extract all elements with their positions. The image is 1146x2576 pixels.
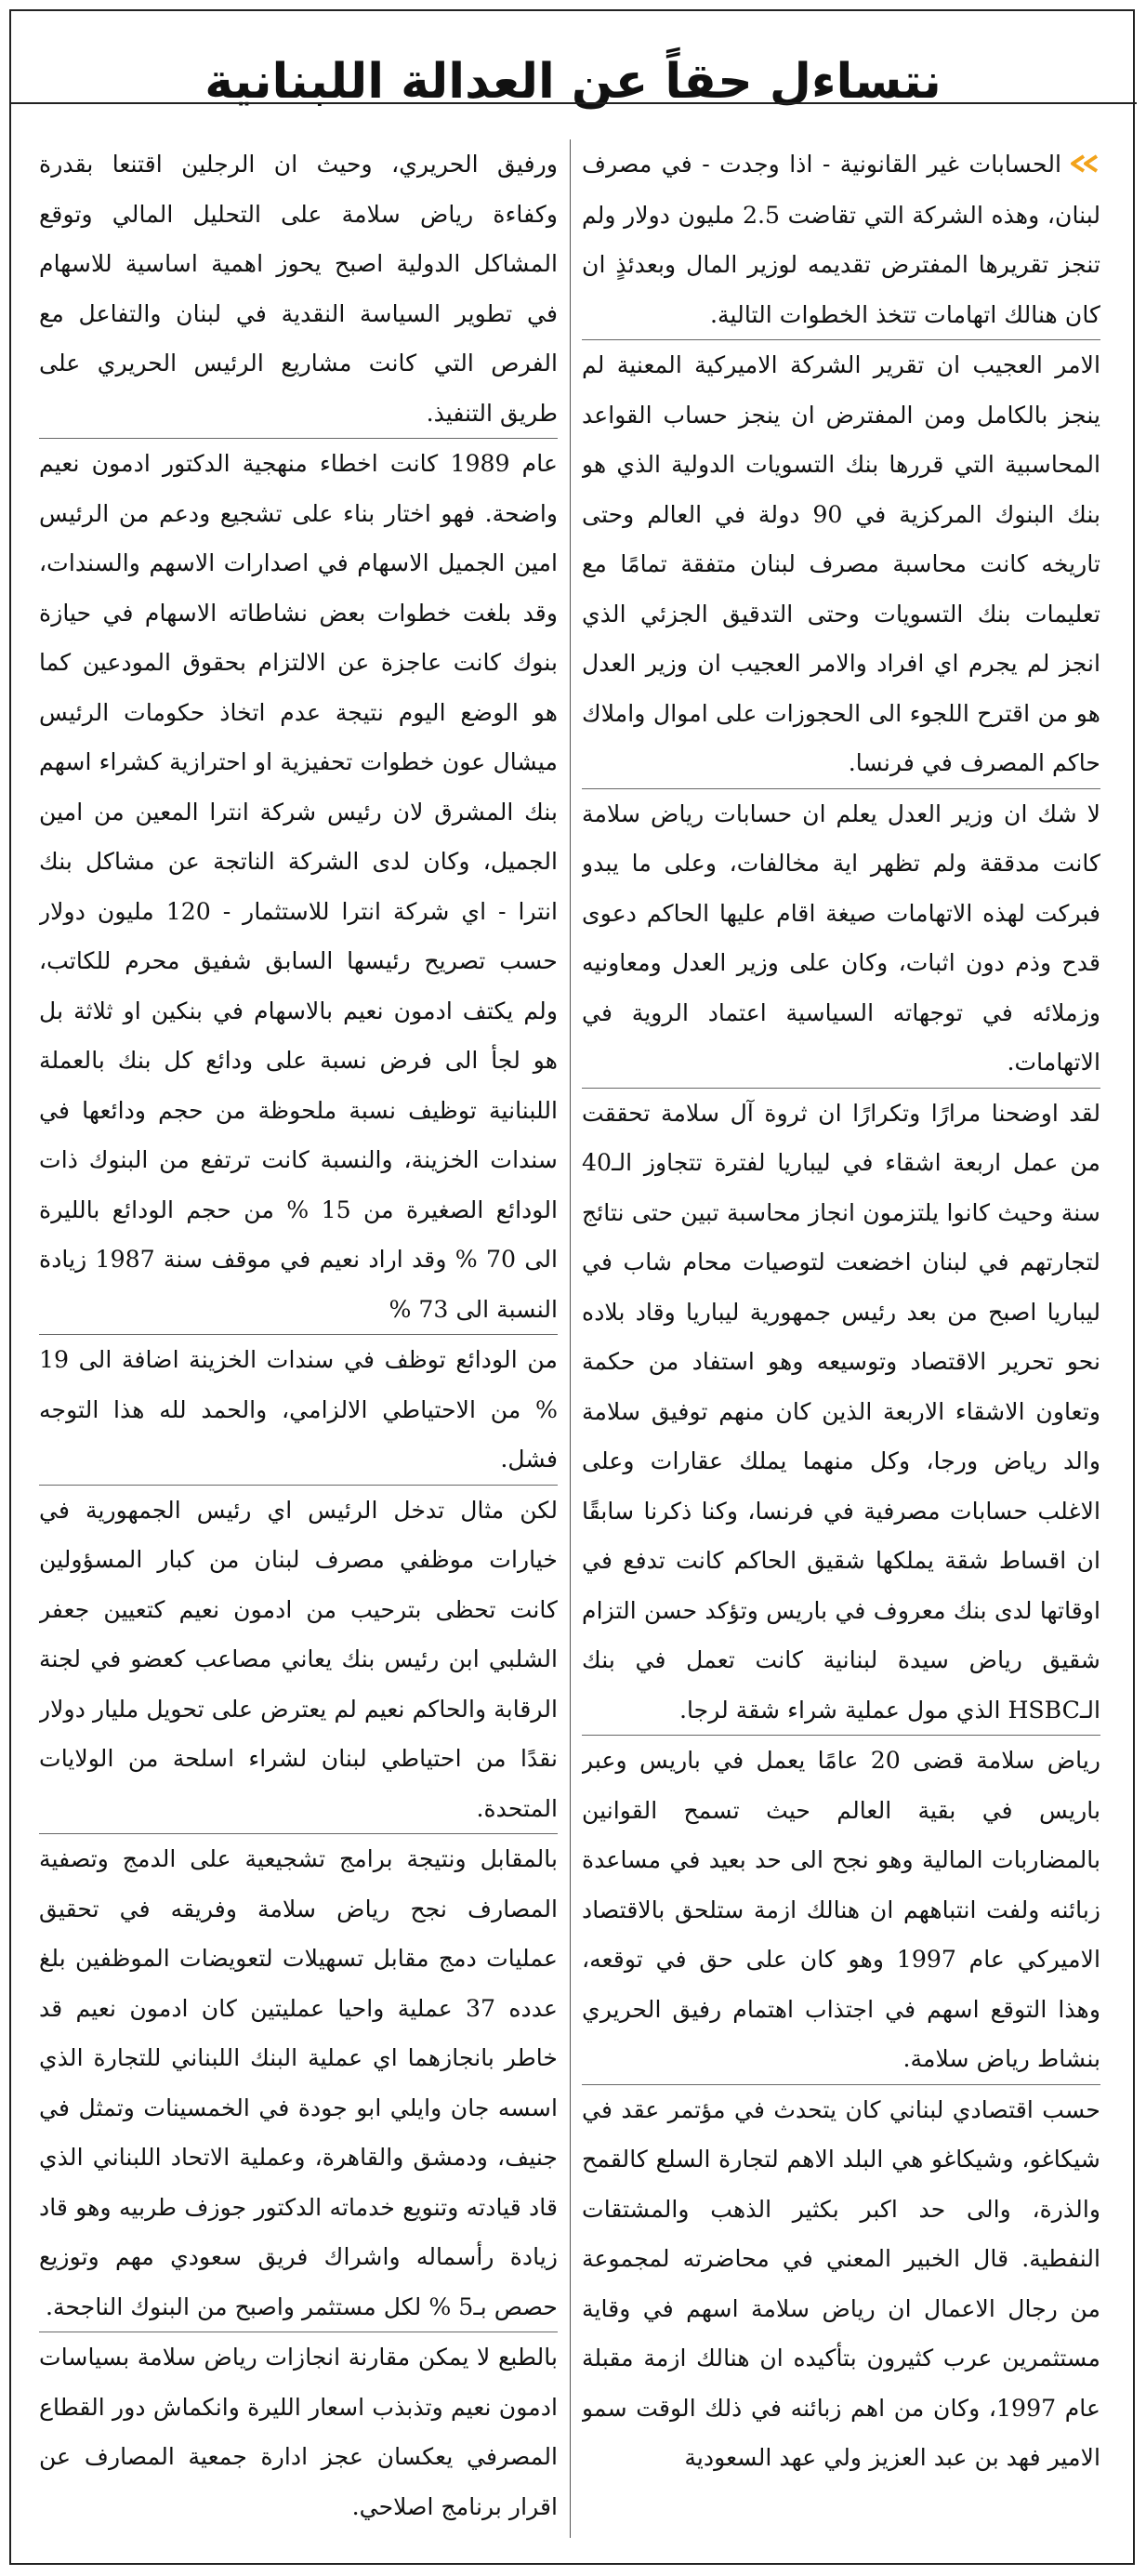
- paragraph-l4: لكن مثال تدخل الرئيس اي رئيس الجمهورية في خيارات موظفي مصرف لبنان من كبار المسؤولين كانت تحظى بترحيب من ادمون نعيم كتعيين جعفر الشلبي ابن رئيس بنك يعاني مصاعب كعضو في لجنة الرقابة والحاكم نعيم لم يعترض على تحويل مليار دولار نقدًا من احتياطي لبنان لشراء اسلحة من الولايات المتحدة.: [39, 1486, 558, 1835]
- left-column: [39, 139, 558, 2538]
- paragraph-r4: لقد اوضحنا مرارًا وتكرارًا ان ثروة آل سلامة تحققت من عمل اربعة اشقاء في ليباريا لفترة تتجاوز الـ40 سنة وحيث كانوا يلتزمون انجاز محاسبة تبين حتى نتائج لتجارتهم في لبنان اخضعت لتوصيات محام شاب في ليباريا اصبح من بعد رئيس جمهورية ليباريا وقاد بلاده نحو تحرير الاقتصاد وتوسيعه وهو استفاد من حكمة وتعاون الاشقاء الاربعة الذين كان منهم توفيق سلامة والد رياض ورجا، وكل منهما يملك عقارات وعلى الاغلب حسابات مصرفية في فرنسا، وكنا ذكرنا سابقًا ان اقساط شقة يملكها شقيق الحاكم كانت تدفع في اوقاتها لدى بنك معروف في باريس وتؤكد حسن التزام شقيق رياض سيدة لبنانية كانت تعمل في بنك الـHSBC الذي مول عملية شراء شقة لرجا.: [582, 1089, 1100, 1737]
- paragraph-l1: ورفيق الحريري، وحيث ان الرجلين اقتنعا بقدرة وكفاءة رياض سلامة على التحليل المالي وتوقع المشاكل الدولية اصبح يحوز اهمية اساسية للاسهام في تطوير السياسة النقدية في لبنان والتفاعل مع الفرص التي كانت مشاريع الرئيس الحريري على طريق التنفيذ.: [39, 139, 558, 439]
- paragraph-l6: بالطبع لا يمكن مقارنة انجازات رياض سلامة بسياسات ادمون نعيم وتذبذب اسعار الليرة وانكماش دور القطاع المصرفي يعكسان عجز ادارة جمعية المصارف عن اقرار برنامج اصلاحي.: [39, 2344, 558, 2520]
- paragraph-l2: عام 1989 كانت اخطاء منهجية الدكتور ادمون نعيم واضحة. فهو اختار بناء على تشجيع ودعم من الرئيس امين الجميل الاسهام في اصدارات الاسهم والسندات، وقد بلغت خطوات بعض نشاطاته الاسهام في حيازة بنوك كانت عاجزة عن الالتزام بحقوق المودعين كما هو الوضع اليوم نتيجة عدم اتخاذ حكومات الرئيس ميشال عون خطوات تحفيزية او احترازية كشراء اسهم بنك المشرق لان رئيس شركة انترا المعين من امين الجميل، وكان لدى الشركة الناتجة عن مشاكل بنك انترا - اي شركة انترا للاستثمار - 120 مليون دولار حسب تصريح رئيسها السابق شفيق محرم للكاتب، ولم يكتف ادمون نعيم بالاسهام في بنكين او ثلاثة بل هو لجأ الى فرض نسبة على ودائع كل بنك بالعملة اللبنانية توظيف نسبة ملحوظة من حجم ودائعها في سندات الخزينة، والنسبة كانت ترتفع من البنوك ذات الودائع الصغيرة من 15 % من حجم الودائع بالليرة الى 70 % وقد اراد نعيم في موقف سنة 1987 زيادة النسبة الى 73 %: [39, 439, 558, 1335]
- article-title: نتساءل حقاً عن العدالة اللبنانية: [204, 53, 942, 110]
- paragraph-r2: الامر العجيب ان تقرير الشركة الاميركية المعنية لم ينجز بالكامل ومن المفترض ان ينجز حساب القواعد المحاسبية التي قررها بنك التسويات الدولية الذي هو بنك البنوك المركزية في 90 دولة في العالم وحتى تاريخه كانت محاسبة مصرف لبنان متفقة تمامًا مع تعليمات بنك التسويات وحتى التدقيق الجزئي الذي انجز لم يجرم اي افراد والامر العجيب ان وزير العدل هو من اقترح اللجوء الى الحجوزات على اموال واملاك حاكم المصرف في فرنسا.: [582, 340, 1100, 789]
- paragraph-r1: الحسابات غير القانونية - اذا وجدت - في مصرف لبنان، وهذه الشركة التي تقاضت 2.5 مليون دولار ولم تنجز تقريرها المفترض تقديمه لوزير المال وبعدئذٍ ان كان هنالك اتهامات تتخذ الخطوات التالية.: [582, 139, 1100, 340]
- column-divider: [570, 139, 571, 2538]
- paragraph-r5: رياض سلامة قضى 20 عامًا يعمل في باريس وعبر باريس في بقية العالم حيث تسمح القوانين بالمضاربات المالية وهو نجح الى حد بعيد في مساعدة زبائنه ولفت انتباههم ان هنالك ازمة ستلحق بالاقتصاد الاميركي عام 1997 وهو كان على حق في توقعه، وهذا التوقع اسهم في اجتذاب اهتمام رفيق الحريري بنشاط رياض سلامة.: [582, 1736, 1100, 2085]
- paragraph-r6: حسب اقتصادي لبناني كان يتحدث في مؤتمر عقد في شيكاغو، وشيكاغو هي البلد الاهم لتجارة السلع كالقمح والذرة، والى حد اكبر بكثير الذهب والمشتقات النفطية. قال الخبير المعني في محاضرته لمجموعة من رجال الاعمال ان رياض سلامة اسهم في وقاية مستثمرين عرب كثيرون بتأكيده ان هنالك ازمة مقبلة عام 1997، وكان من اهم زبائنه في ذلك الوقت سمو الامير فهد بن عبد العزيز ولي عهد السعودية: [582, 2095, 1100, 2472]
- paragraph-l3: من الودائع توظف في سندات الخزينة اضافة الى 19 % من الاحتياطي الالزامي، والحمد لله هذا التوجه فشل.: [39, 1335, 558, 1486]
- double-arrow-left-icon: [1069, 140, 1100, 191]
- right-column: [582, 139, 1100, 2538]
- paragraph-r3: لا شك ان وزير العدل يعلم ان حسابات رياض سلامة كانت مدققة ولم تظهر اية مخالفات، وعلى ما يبدو فبركت لهذه الاتهامات صيغة اقام عليها الحاكم دعوى قدح وذم دون اثبات، وكان على وزير العدل ومعاونيه وزملائه في توجهاته السياسية اعتماد الروية في الاتهامات.: [582, 789, 1100, 1089]
- title-divider: [9, 102, 1137, 104]
- paragraph-l5: بالمقابل ونتيجة برامج تشجيعية على الدمج وتصفية المصارف نجح رياض سلامة وفريقه في تحقيق عمليات دمج مقابل تسهيلات لتعويضات الموظفين بلغ عدده 37 عملية واحيا عمليتين كان ادمون نعيم قد خاطر بانجازهما اي عملية البنك اللبناني للتجارة الذي اسسه جان وايلي ابو جودة في الخمسينات وتمثل في جنيف، ودمشق والقاهرة، وعملية الاتحاد اللبناني الذي قاد قيادته وتنويع خدماته الدكتور جوزف طربيه وهو قاد زيادة رأسماله واشراك فريق سعودي مهم وتوزيع حصص بـ5 % لكل مستثمر واصبح من البنوك الناجحة.: [39, 1834, 558, 2332]
